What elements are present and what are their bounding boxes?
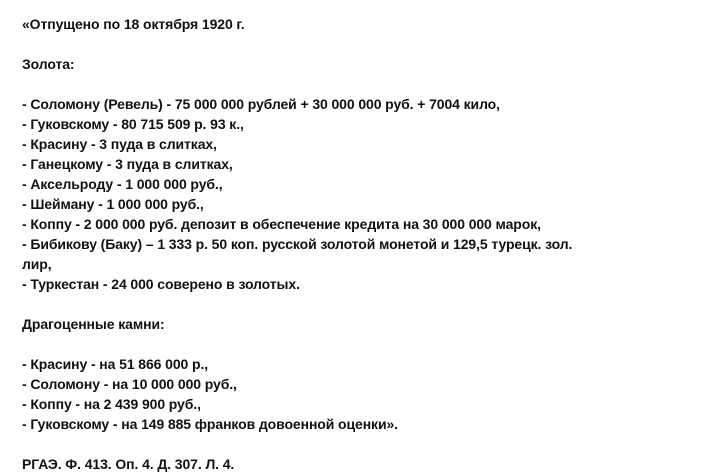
gold-item: - Коппу - 2 000 000 руб. депозит в обеспечение кредита на 30 000 000 марок, — [22, 216, 541, 232]
paragraph-gap — [22, 34, 702, 54]
gold-item: - Красину - 3 пуда в слитках, — [22, 136, 217, 152]
gold-item: - Туркестан - 24 000 соверено в золотых. — [22, 276, 300, 292]
paragraph-gap — [22, 294, 702, 314]
gems-item: - Соломону - на 10 000 000 руб., — [22, 376, 237, 392]
gold-item: - Гуковскому - 80 715 509 р. 93 к., — [22, 116, 244, 132]
gold-item-continuation: лир, — [22, 256, 52, 272]
source-citation: РГАЭ. Ф. 413. Оп. 4. Д. 307. Л. 4. — [22, 456, 235, 472]
gold-item: - Аксельроду - 1 000 000 руб., — [22, 176, 223, 192]
gems-item: - Красину - на 51 866 000 р., — [22, 356, 209, 372]
gold-item: - Шейману - 1 000 000 руб., — [22, 196, 204, 212]
gold-item: - Соломону (Ревель) - 75 000 000 рублей + 30 000 000 руб. + 7004 кило, — [22, 96, 500, 112]
gold-item: - Ганецкому - 3 пуда в слитках, — [22, 156, 233, 172]
paragraph-gap — [22, 74, 702, 94]
gems-item: - Гуковскому - на 149 885 франков довоенной оценки». — [22, 416, 398, 432]
paragraph-gap — [22, 434, 702, 454]
gems-section-title: Драгоценные камни: — [22, 316, 165, 332]
gold-item: - Бибикову (Баку) – 1 333 р. 50 коп. русской золотой монетой и 129,5 турецк. зол. — [22, 236, 573, 252]
gold-section-title: Золота: — [22, 56, 75, 72]
gems-item: - Коппу - на 2 439 900 руб., — [22, 396, 201, 412]
document-text — [22, 14, 702, 474]
document-heading: «Отпущено по 18 октября 1920 г. — [22, 16, 245, 32]
paragraph-gap — [22, 334, 702, 354]
